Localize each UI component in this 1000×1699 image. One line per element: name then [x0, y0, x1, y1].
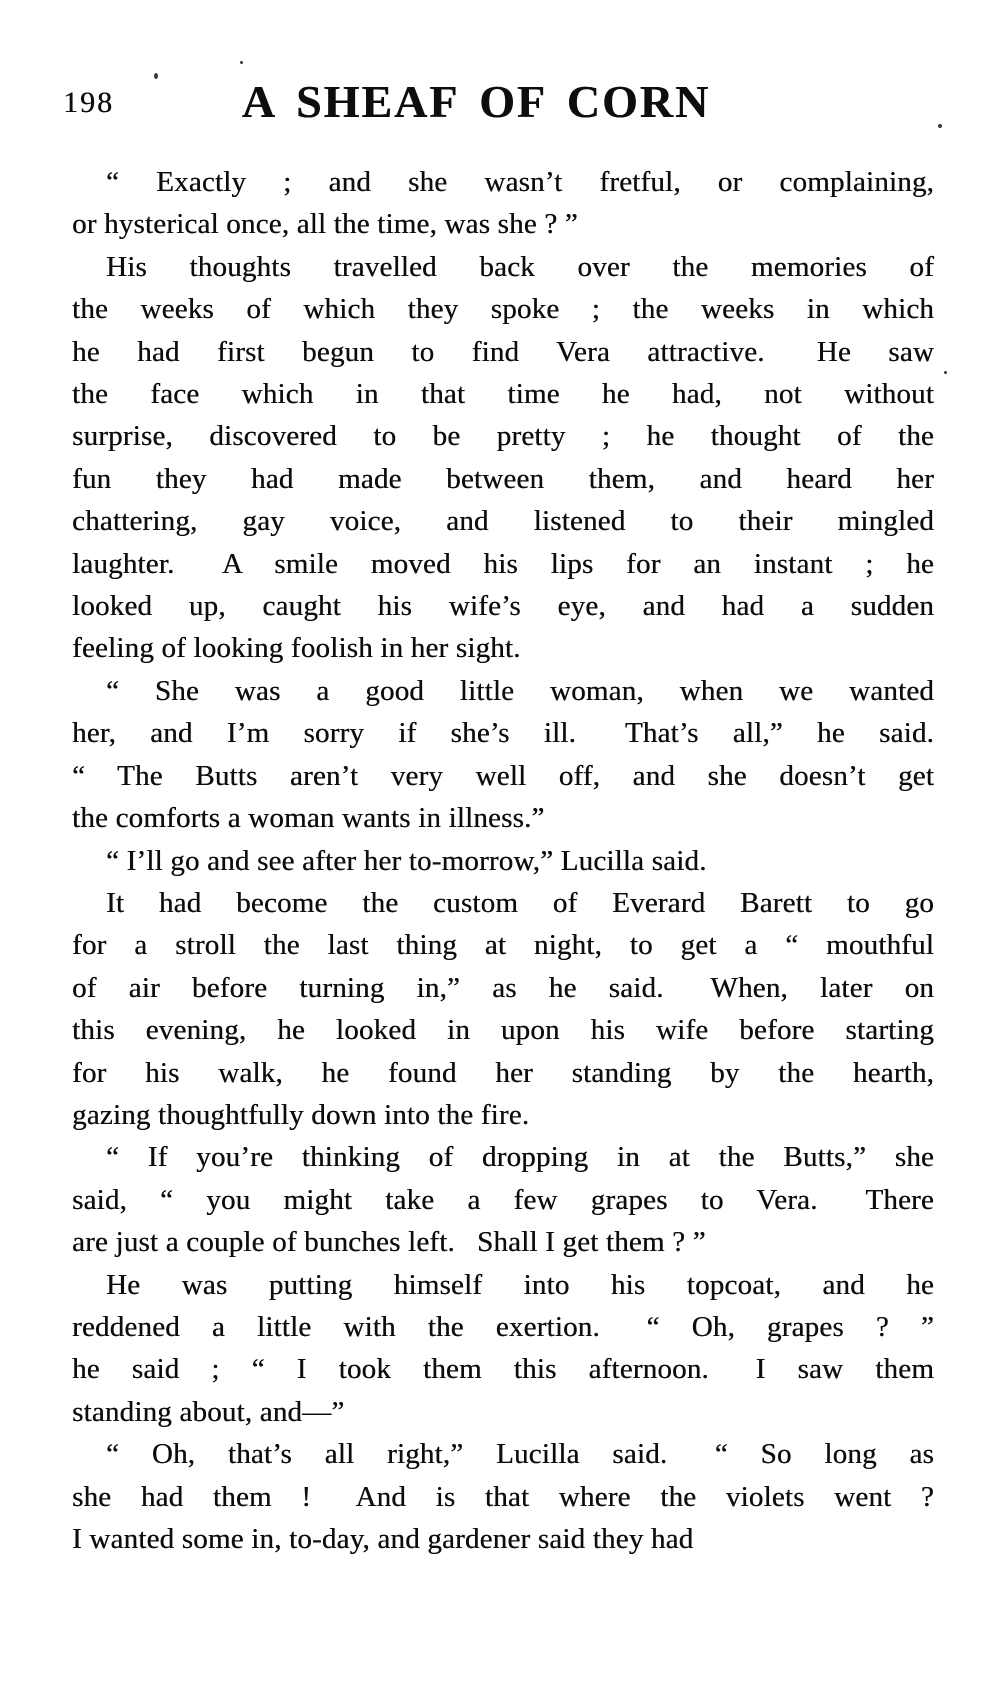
text-line-content: fun they had made between them, and heard her — [72, 462, 934, 495]
paragraph — [72, 670, 934, 840]
paragraph — [72, 1136, 934, 1263]
text-block — [72, 161, 934, 1560]
text-line-content: standing about, and—” — [72, 1395, 345, 1428]
paragraph — [72, 1433, 934, 1560]
text-line-content: chattering, gay voice, and listened to their mingled — [72, 505, 934, 538]
text-line-content: It had become the custom of Everard Barett to go — [106, 886, 934, 919]
text-line — [72, 543, 934, 585]
running-title: A SHEAF OF CORN — [241, 76, 711, 127]
text-line-content: feeling of looking foolish in her sight. — [72, 632, 521, 665]
text-line — [72, 1009, 934, 1051]
text-line-content: of air before turning in,” as he said. When, later on — [72, 971, 934, 1004]
text-line — [72, 1518, 934, 1560]
text-line — [72, 500, 934, 542]
text-line — [72, 1264, 934, 1306]
scan-speck — [240, 61, 243, 64]
text-line-content: “ I’ll go and see after her to-morrow,” Lucilla said. — [106, 844, 707, 877]
paragraph — [72, 882, 934, 1136]
text-line — [72, 288, 934, 330]
text-line-content: the face which in that time he had, not without — [72, 378, 934, 411]
text-line — [72, 415, 934, 457]
text-line — [72, 1391, 934, 1433]
text-line-content: she had them ! And is that where the violets went ? — [72, 1480, 934, 1513]
text-line-content: His thoughts travelled back over the memories of — [106, 250, 934, 283]
text-line-content: or hysterical once, all the time, was she ? ” — [72, 208, 578, 241]
text-line-content: her, and I’m sorry if she’s ill. That’s all,” he said. — [72, 717, 934, 750]
text-line-content: are just a couple of bunches left. Shall I get them ? ” — [72, 1226, 706, 1259]
text-line-content: “ Exactly ; and she wasn’t fretful, or complaining, — [106, 166, 934, 198]
scan-speck — [938, 124, 942, 128]
text-line — [72, 246, 934, 288]
text-line-content: looked up, caught his wife’s eye, and had a sudden — [72, 590, 934, 623]
paragraph — [72, 246, 934, 670]
text-line — [72, 882, 934, 924]
text-line-content: “ Oh, that’s all right,” Lucilla said. “ So long as — [106, 1438, 934, 1471]
text-line — [72, 1179, 934, 1221]
text-line — [72, 797, 934, 839]
paragraph — [72, 1264, 934, 1434]
text-line-content: gazing thoughtfully down into the fire. — [72, 1098, 530, 1131]
text-line-content: he had first begun to find Vera attractive. He saw — [72, 335, 934, 368]
text-line — [72, 203, 934, 245]
text-line — [72, 967, 934, 1009]
text-line-content: said, “ you might take a few grapes to Vera. There — [72, 1183, 934, 1216]
text-line — [72, 585, 934, 627]
text-line — [72, 458, 934, 500]
text-line-content: surprise, discovered to be pretty ; he thought of the — [72, 420, 934, 453]
text-line — [72, 331, 934, 373]
text-line-content: “ She was a good little woman, when we wanted — [106, 674, 934, 707]
text-line-content: for a stroll the last thing at night, to get a “ mouthful — [72, 929, 934, 962]
text-line — [72, 755, 934, 797]
text-line-content: I wanted some in, to-day, and gardener said they had — [72, 1523, 694, 1555]
text-line-content: He was putting himself into his topcoat, and he — [106, 1268, 934, 1301]
text-line — [72, 1348, 934, 1390]
paragraph — [72, 161, 934, 246]
text-line-content: he said ; “ I took them this afternoon. I saw them — [72, 1353, 934, 1386]
text-line-content: “ If you’re thinking of dropping in at the Butts,” she — [106, 1141, 934, 1174]
text-line-content: “ The Butts aren’t very well off, and she doesn’t get — [72, 759, 934, 792]
scan-speck — [944, 371, 947, 374]
text-line — [72, 161, 934, 203]
text-line — [72, 373, 934, 415]
text-line — [72, 840, 934, 882]
text-line — [72, 1476, 934, 1518]
text-line-content: the weeks of which they spoke ; the weeks in which — [72, 293, 934, 326]
text-line-content: the comforts a woman wants in illness.” — [72, 802, 545, 835]
text-line — [72, 1136, 934, 1178]
text-line-content: this evening, he looked in upon his wife before starting — [72, 1014, 934, 1047]
scan-speck — [154, 73, 158, 79]
text-line — [72, 627, 934, 669]
text-line — [72, 670, 934, 712]
text-line — [72, 1094, 934, 1136]
page-number: 198 — [63, 86, 114, 119]
text-line — [72, 712, 934, 754]
text-line — [72, 1052, 934, 1094]
text-line — [72, 1306, 934, 1348]
text-line-content: laughter. A smile moved his lips for an instant ; he — [72, 547, 934, 580]
text-line-content: reddened a little with the exertion. “ Oh, grapes ? ” — [72, 1310, 934, 1343]
text-line — [72, 1221, 934, 1263]
text-line — [72, 1433, 934, 1475]
text-line-content: for his walk, he found her standing by the hearth, — [72, 1056, 934, 1089]
paragraph — [72, 840, 934, 882]
text-line — [72, 924, 934, 966]
